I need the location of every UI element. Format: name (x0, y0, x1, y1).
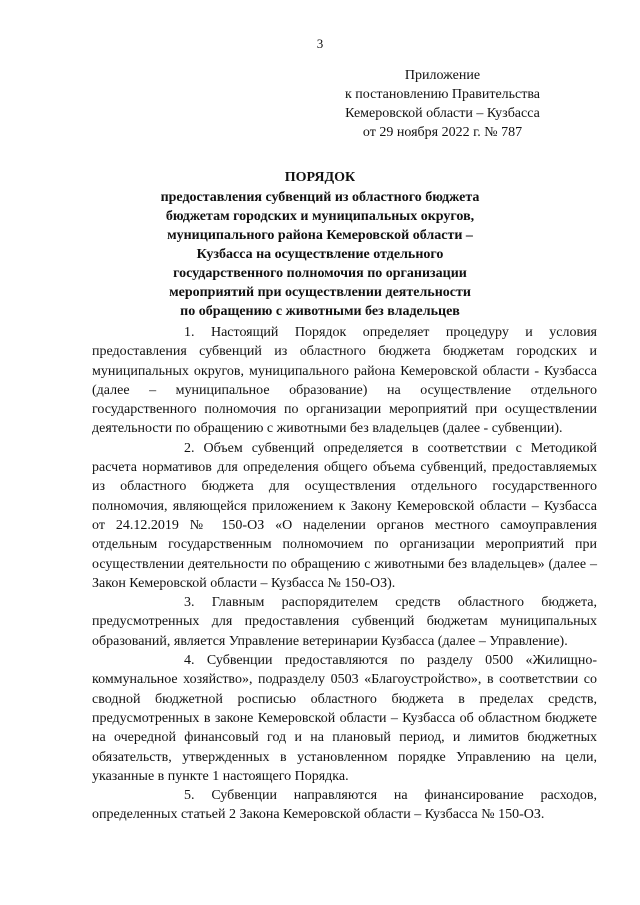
document-body (92, 323, 597, 825)
appendix-block (315, 66, 570, 142)
paragraph-number: 1. (184, 325, 195, 340)
paragraph-number: 4. (184, 653, 195, 669)
paragraph-number: 2. (184, 440, 195, 456)
document-subtitle-line: по обращению с животными без владельцев (180, 304, 460, 319)
document-title: ПОРЯДОК (284, 170, 356, 185)
paragraph-text: Субвенции направляются на финансирование расходов, определенных статьей 2 Закона Кемеровской области – Кузбасса № 150-ОЗ. (92, 788, 597, 823)
paragraph-number: 3. (184, 595, 195, 611)
appendix-line: Кемеровской области – Кузбасса (345, 106, 540, 121)
paragraph-4 (92, 651, 597, 786)
appendix-line: от 29 ноября 2022 г. № 787 (362, 125, 523, 140)
paragraph-text: Главным распорядителем средств областного бюджета, предусмотренных для предоставления субвенций бюджетам муниципальных образований, является Управление ветеринарии Кузбасса (далее – Управление). (92, 595, 597, 649)
page-number: 3 (316, 36, 324, 51)
paragraph-5 (92, 786, 597, 825)
document-subtitle-line: государственного полномочия по организации (173, 266, 467, 281)
document-subtitle-line: муниципального района Кемеровской области – (167, 228, 473, 243)
document-subtitle-line: Кузбасса на осуществление отдельного (196, 247, 444, 262)
paragraph-3 (92, 593, 597, 651)
paragraph-text: Настоящий Порядок определяет процедуру и условия предоставления субвенций из областного бюджета бюджетам городских и муниципальных округов, муниципального района Кемеровской области - Кузбасса (далее – муниципальное образование) на осуществление отдельного государственного полномочия по организации мероприятий при осуществлении деятельности по обращению с животными без владельцев (далее - субвенции). (92, 325, 597, 437)
appendix-line: Приложение (404, 68, 481, 83)
paragraph-2 (92, 439, 597, 593)
document-title-block (100, 168, 540, 321)
appendix-line: к постановлению Правительства (344, 87, 541, 102)
paragraph-number: 5. (184, 788, 195, 804)
document-subtitle-line: предоставления субвенций из областного бюджета (160, 190, 480, 205)
document-subtitle-line: мероприятий при осуществлении деятельности (169, 285, 471, 300)
paragraph-text: Субвенции предоставляются по разделу 0500 «Жилищно-коммунальное хозяйство», подразделу 0503 «Благоустройство», в соответствии со сводной бюджетной росписью областного бюджета в пределах средств, предусмотренных в законе Кемеровской области – Кузбасса об областном бюджете на очередной финансовый год и на плановый период, и лимитов бюджетных обязательств, утвержденных в установленном порядке Управлению на цели, указанные в пункте 1 настоящего Порядка. (92, 653, 597, 784)
paragraph-text: Объем субвенций определяется в соответствии с Методикой расчета нормативов для определения общего объема субвенций, предоставляемых из областного бюджета для осуществления отдельного государственного полномочия, являющейся приложением к Закону Кемеровской области – Кузбасса от 24.12.2019 № 150-ОЗ «О наделении органов местного самоуправления отдельным государственным полномочием по организации мероприятий при осуществлении деятельности по обращению с животными без владельцев» (далее – Закон Кемеровской области – Кузбасса № 150-ОЗ). (92, 440, 598, 591)
paragraph-1 (92, 323, 597, 439)
document-subtitle-line: бюджетам городских и муниципальных округов, (165, 209, 475, 224)
